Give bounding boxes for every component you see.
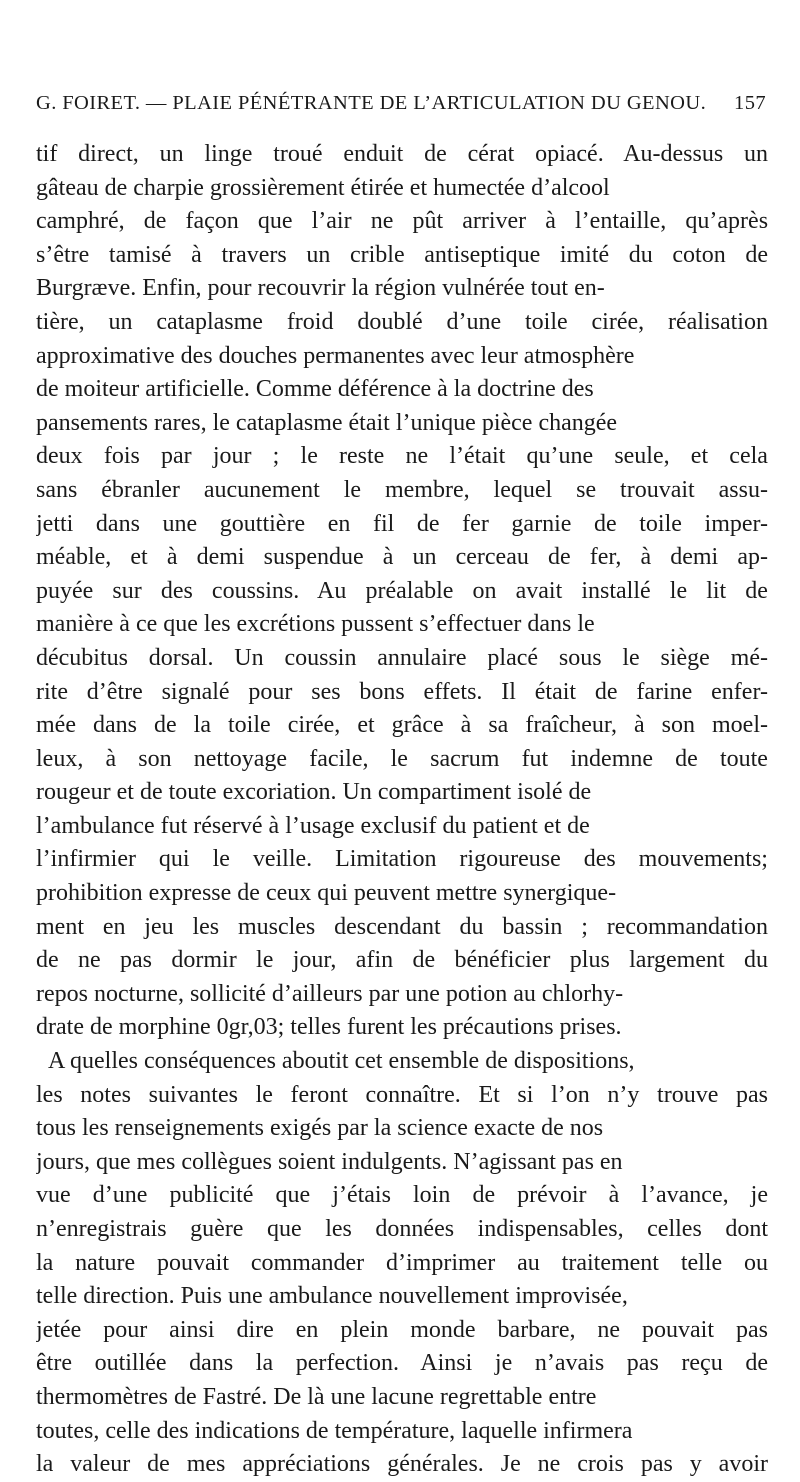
text-line: la valeur de mes appréciations générales. Je ne crois pas y avoir bbox=[36, 1451, 768, 1478]
text-line: toutes, celle des indications de température, laquelle infirmera bbox=[36, 1417, 633, 1444]
text-line: rougeur et de toute excoriation. Un compartiment isolé de bbox=[36, 779, 592, 806]
text-line: décubitus dorsal. Un coussin annulaire placé sous le siège mé- bbox=[36, 644, 768, 671]
running-head bbox=[36, 92, 766, 122]
text-line: les notes suivantes le feront connaître. Et si l’on n’y trouve pas bbox=[36, 1081, 768, 1108]
text-line: Burgræve. Enfin, pour recouvrir la région vulnérée tout en- bbox=[36, 275, 605, 302]
text-line: mée dans de la toile cirée, et grâce à sa fraîcheur, à son moel- bbox=[36, 712, 768, 739]
text-line: pansements rares, le cataplasme était l’unique pièce changée bbox=[36, 409, 618, 436]
text-line: tière, un cataplasme froid doublé d’une toile cirée, réalisation bbox=[36, 308, 768, 335]
paragraph-start-line: A quelles conséquences aboutit cet ensemble de dispositions, bbox=[48, 1048, 635, 1075]
page-number: 157 bbox=[734, 92, 766, 114]
text-line: l’infirmier qui le veille. Limitation rigoureuse des mouvements; bbox=[36, 846, 768, 873]
text-line: la nature pouvait commander d’imprimer au traitement telle ou bbox=[36, 1249, 768, 1276]
text-line: jetti dans une gouttière en fil de fer garnie de toile imper- bbox=[36, 510, 768, 537]
text-line: tif direct, un linge troué enduit de cérat opiacé. Au-dessus un bbox=[36, 141, 768, 167]
text-line: gâteau de charpie grossièrement étirée et humectée d’alcool bbox=[36, 174, 610, 201]
text-line: telle direction. Puis une ambulance nouvellement improvisée, bbox=[36, 1283, 628, 1310]
text-line: thermomètres de Fastré. De là une lacune regrettable entre bbox=[36, 1383, 597, 1410]
text-line: rite d’être signalé pour ses bons effets. Il était de farine enfer- bbox=[36, 678, 768, 705]
text-line: manière à ce que les excrétions pussent s’effectuer dans le bbox=[36, 611, 595, 638]
text-line: jetée pour ainsi dire en plein monde barbare, ne pouvait pas bbox=[36, 1316, 768, 1343]
text-line: méable, et à demi suspendue à un cerceau de fer, à demi ap- bbox=[36, 544, 768, 571]
text-line: leux, à son nettoyage facile, le sacrum fut indemne de toute bbox=[36, 745, 768, 772]
text-line: prohibition expresse de ceux qui peuvent mettre synergique- bbox=[36, 880, 617, 907]
running-head-title: G. FOIRET. — PLAIE PÉNÉTRANTE DE L’ARTICULATION DU GENOU. bbox=[36, 92, 707, 114]
text-line: sans ébranler aucunement le membre, lequel se trouvait assu- bbox=[36, 476, 768, 503]
text-line: repos nocturne, sollicité d’ailleurs par une potion au chlorhy- bbox=[36, 980, 624, 1007]
text-line: drate de morphine 0gr,03; telles furent les précautions prises. bbox=[36, 1014, 622, 1041]
text-line: être outillée dans la perfection. Ainsi je n’avais pas reçu de bbox=[36, 1350, 768, 1377]
text-line: tous les renseignements exigés par la science exacte de nos bbox=[36, 1115, 604, 1142]
body-text bbox=[36, 138, 768, 1482]
text-line: n’enregistrais guère que les données indispensables, celles dont bbox=[36, 1216, 768, 1242]
text-line: vue d’une publicité que j’étais loin de prévoir à l’avance, je bbox=[36, 1182, 768, 1209]
text-line: de moiteur artificielle. Comme déférence à la doctrine des bbox=[36, 376, 594, 403]
text-line: puyée sur des coussins. Au préalable on avait installé le lit de bbox=[36, 577, 768, 604]
text-line: deux fois par jour ; le reste ne l’était qu’une seule, et cela bbox=[36, 443, 768, 470]
text-line: l’ambulance fut réservé à l’usage exclusif du patient et de bbox=[36, 812, 590, 839]
text-line: de ne pas dormir le jour, afin de bénéficier plus largement du bbox=[36, 947, 768, 974]
text-line: jours, que mes collègues soient indulgents. N’agissant pas en bbox=[36, 1148, 623, 1175]
text-line: ment en jeu les muscles descendant du bassin ; recommandation bbox=[36, 913, 768, 940]
text-line: camphré, de façon que l’air ne pût arriver à l’entaille, qu’après bbox=[36, 208, 768, 235]
text-line: s’être tamisé à travers un crible antiseptique imité du coton de bbox=[36, 241, 768, 268]
text-line: approximative des douches permanentes avec leur atmosphère bbox=[36, 342, 635, 369]
